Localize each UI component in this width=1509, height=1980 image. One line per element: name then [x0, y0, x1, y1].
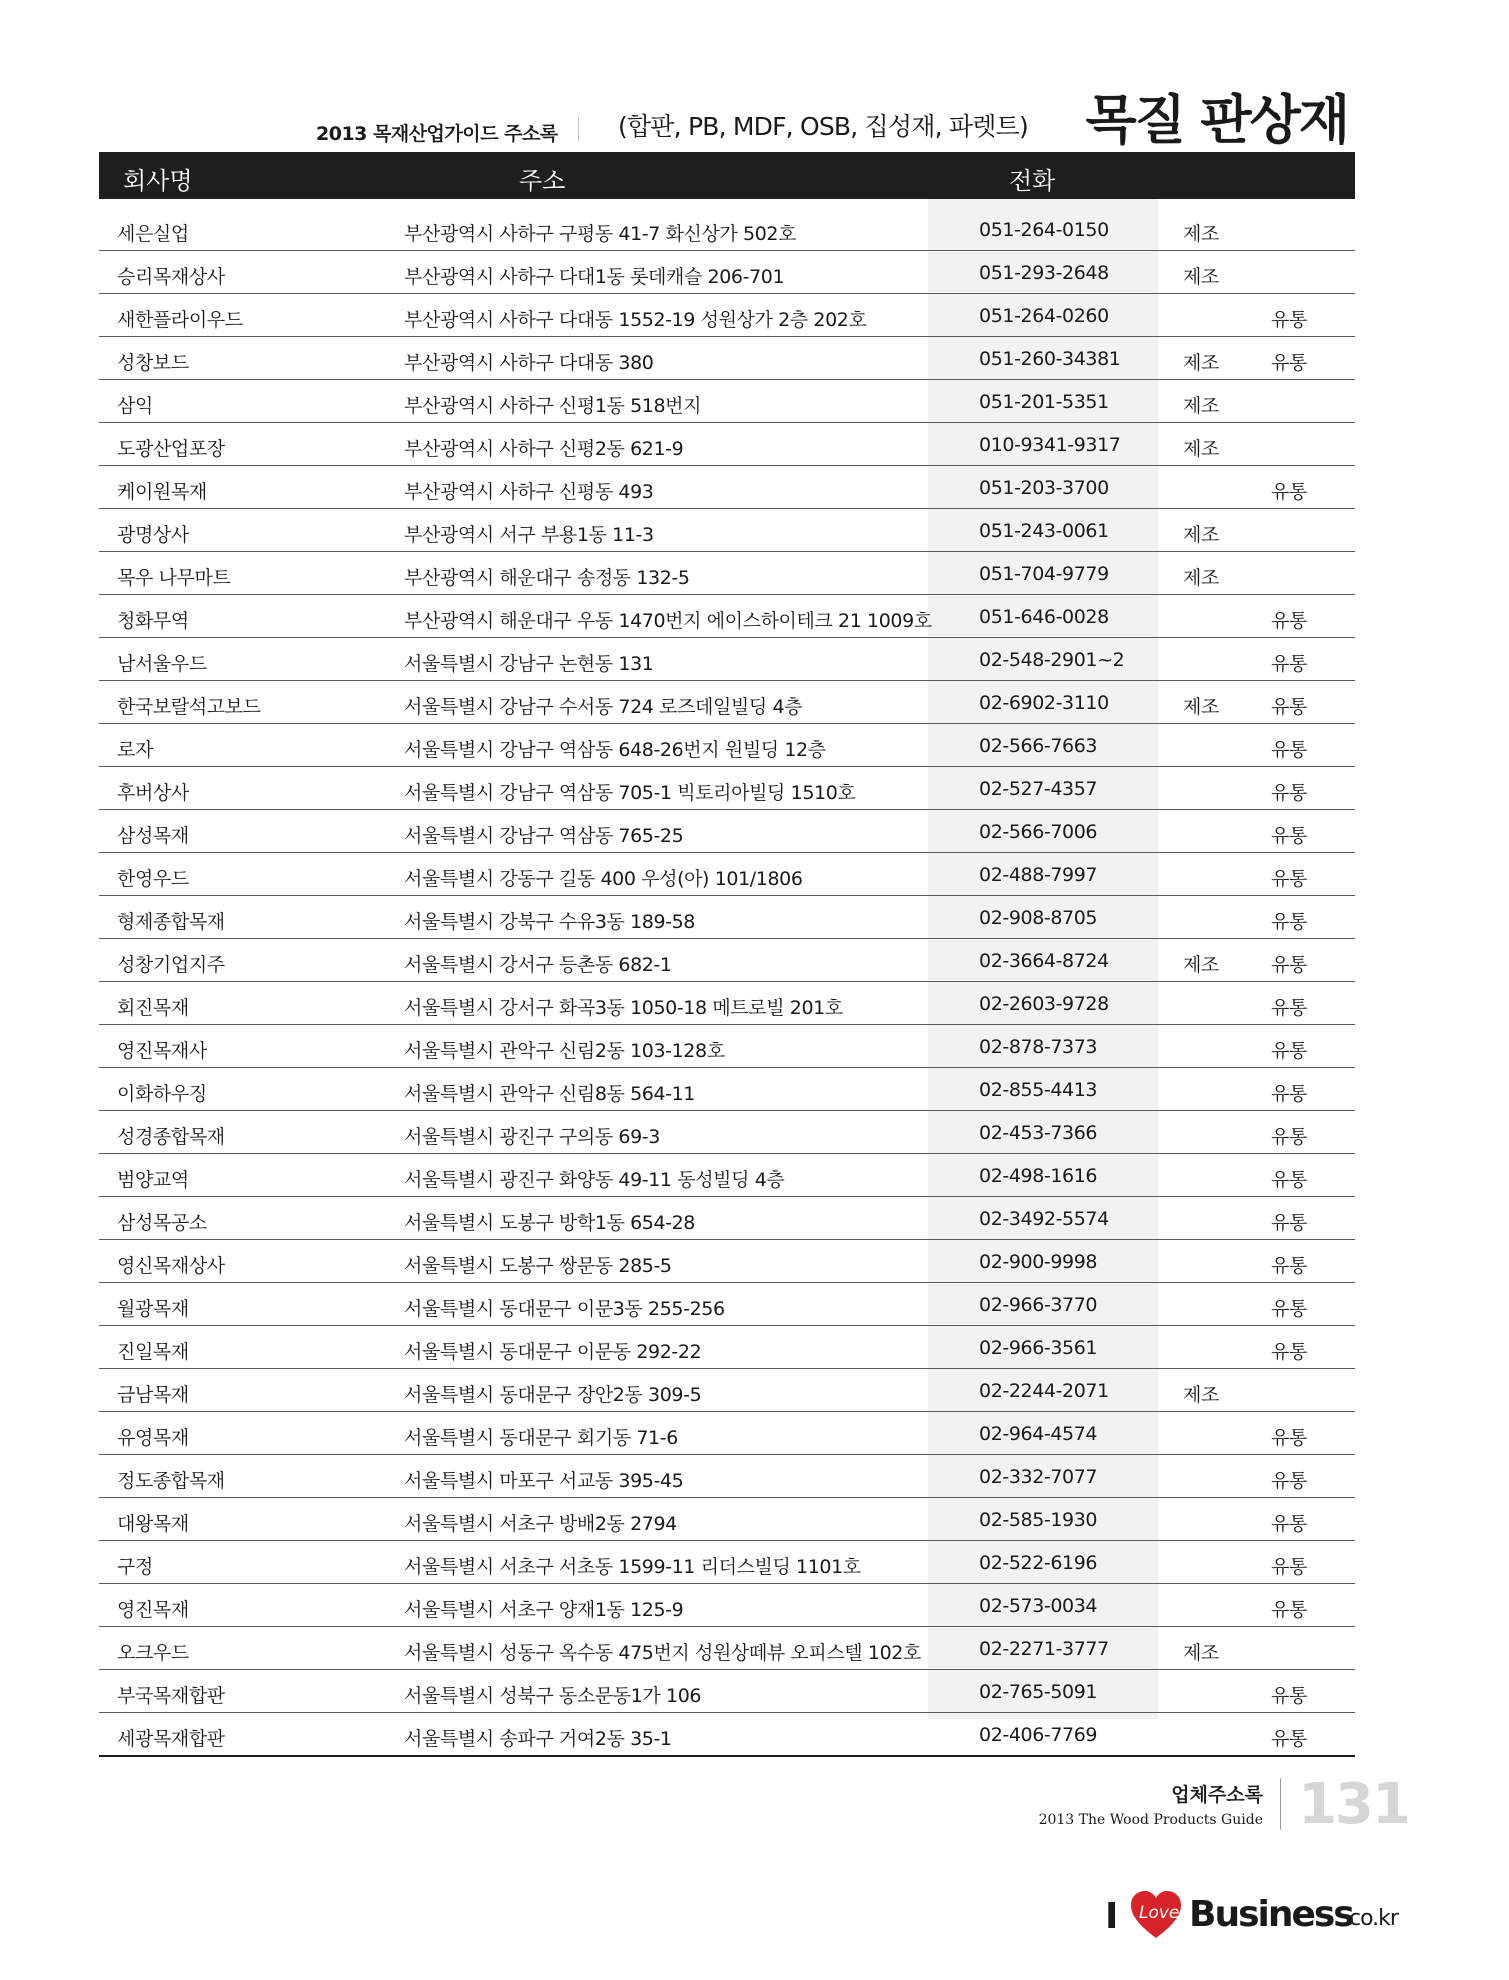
- company-address: 부산광역시 해운대구 송정동 132-5: [404, 567, 690, 589]
- company-address: 부산광역시 사하구 다대동 1552-19 성원상가 2층 202호: [404, 309, 867, 331]
- company-phone: 051-203-3700: [979, 477, 1109, 499]
- distribution-tag: 유통: [1271, 309, 1307, 331]
- footer-section-label: 업체주소록: [1171, 1784, 1263, 1806]
- table-row: [99, 1154, 1355, 1197]
- company-phone: 02-453-7366: [979, 1122, 1098, 1144]
- header-divider: [578, 116, 579, 142]
- distribution-tag: 유통: [1271, 481, 1307, 503]
- brand-domain: .co.kr: [1343, 1906, 1398, 1931]
- distribution-tag: 유통: [1271, 1427, 1307, 1449]
- company-name: 목우 나무마트: [117, 567, 231, 589]
- table-row: [99, 466, 1355, 509]
- company-phone: 051-264-0260: [979, 305, 1109, 327]
- table-row: [99, 337, 1355, 380]
- table-row: [99, 595, 1355, 638]
- company-phone: 010-9341-9317: [979, 434, 1121, 456]
- company-name: 광명상사: [117, 524, 189, 546]
- company-address: 서울특별시 서초구 서초동 1599-11 리더스빌딩 1101호: [404, 1556, 861, 1578]
- company-phone: 02-878-7373: [979, 1036, 1098, 1058]
- company-address: 서울특별시 서초구 방배2동 2794: [404, 1513, 677, 1535]
- column-header-name: 회사명: [123, 167, 193, 195]
- table-row: [99, 1369, 1355, 1412]
- company-address: 서울특별시 마포구 서교동 395-45: [404, 1470, 684, 1492]
- company-phone: 02-522-6196: [979, 1552, 1098, 1574]
- distribution-tag: 유통: [1271, 352, 1307, 374]
- company-address: 서울특별시 강서구 등촌동 682-1: [404, 954, 672, 976]
- company-name: 한영우드: [117, 868, 189, 890]
- page-header: [100, 82, 1354, 151]
- table-row: [99, 982, 1355, 1025]
- distribution-tag: 유통: [1271, 1126, 1307, 1148]
- company-address: 서울특별시 강남구 수서동 724 로즈데일빌딩 4층: [404, 696, 803, 718]
- company-address: 서울특별시 관악구 신림8동 564-11: [404, 1083, 695, 1105]
- category-subtitle: (합판, PB, MDF, OSB, 집성재, 파렛트): [618, 112, 1028, 141]
- manufacturing-tag: 제조: [1183, 696, 1219, 718]
- manufacturing-tag: 제조: [1183, 524, 1219, 546]
- table-row: [99, 724, 1355, 767]
- distribution-tag: 유통: [1271, 1255, 1307, 1277]
- company-phone: 02-527-4357: [979, 778, 1098, 800]
- footer-divider: [1280, 1778, 1281, 1830]
- table-row: [99, 681, 1355, 724]
- company-name: 후버상사: [117, 782, 189, 804]
- column-header-address: 주소: [519, 167, 566, 195]
- company-address: 부산광역시 서구 부용1동 11-3: [404, 524, 654, 546]
- company-address: 서울특별시 동대문구 회기동 71-6: [404, 1427, 678, 1449]
- heart-text: Love: [1139, 1903, 1180, 1923]
- company-name: 삼성목공소: [117, 1212, 207, 1234]
- table-row: [99, 208, 1355, 251]
- page-footer: [989, 1772, 1409, 1838]
- company-name: 로자: [117, 739, 153, 761]
- manufacturing-tag: 제조: [1183, 954, 1219, 976]
- directory-table: [99, 208, 1355, 1757]
- company-phone: 051-704-9779: [979, 563, 1109, 585]
- company-name: 회진목재: [117, 997, 189, 1019]
- company-phone: 02-548-2901~2: [979, 649, 1125, 671]
- company-name: 삼익: [117, 395, 153, 417]
- company-name: 부국목재합판: [117, 1685, 225, 1707]
- table-row: [99, 1412, 1355, 1455]
- company-phone: 02-765-5091: [979, 1681, 1098, 1703]
- company-address: 서울특별시 서초구 양재1동 125-9: [404, 1599, 684, 1621]
- company-phone: 02-566-7663: [979, 735, 1098, 757]
- company-phone: 02-2271-3777: [979, 1638, 1109, 1660]
- company-phone: 02-6902-3110: [979, 692, 1109, 714]
- table-row: [99, 638, 1355, 681]
- distribution-tag: 유통: [1271, 868, 1307, 890]
- company-phone: 02-908-8705: [979, 907, 1098, 929]
- manufacturing-tag: 제조: [1183, 567, 1219, 589]
- company-name: 승리목재상사: [117, 266, 225, 288]
- company-phone: 051-646-0028: [979, 606, 1109, 628]
- manufacturing-tag: 제조: [1183, 223, 1219, 245]
- company-address: 서울특별시 광진구 구의동 69-3: [404, 1126, 660, 1148]
- company-name: 남서울우드: [117, 653, 207, 675]
- company-phone: 02-900-9998: [979, 1251, 1098, 1273]
- table-row: [99, 1498, 1355, 1541]
- company-phone: 051-243-0061: [979, 520, 1109, 542]
- table-row: [99, 251, 1355, 294]
- company-name: 대왕목재: [117, 1513, 189, 1535]
- brand-i: I: [1105, 1896, 1119, 1937]
- manufacturing-tag: 제조: [1183, 1642, 1219, 1664]
- company-name: 유영목재: [117, 1427, 189, 1449]
- company-address: 서울특별시 강남구 역삼동 765-25: [404, 825, 684, 847]
- company-name: 도광산업포장: [117, 438, 225, 460]
- company-phone: 02-855-4413: [979, 1079, 1098, 1101]
- company-address: 서울특별시 강남구 역삼동 705-1 빅토리아빌딩 1510호: [404, 782, 856, 804]
- table-row: [99, 1240, 1355, 1283]
- company-name: 정도종합목재: [117, 1470, 225, 1492]
- company-address: 서울특별시 강동구 길동 400 우성(아) 101/1806: [404, 868, 803, 890]
- company-address: 서울특별시 강북구 수유3동 189-58: [404, 911, 695, 933]
- table-row: [99, 1197, 1355, 1240]
- distribution-tag: 유통: [1271, 997, 1307, 1019]
- company-name: 케이원목재: [117, 481, 207, 503]
- company-address: 부산광역시 사하구 신평2동 621-9: [404, 438, 684, 460]
- guide-title: 2013 목재산업가이드 주소록: [316, 123, 558, 145]
- company-name: 청화무역: [117, 610, 189, 632]
- company-address: 부산광역시 사하구 신평동 493: [404, 481, 654, 503]
- brand-name: Business: [1189, 1894, 1353, 1935]
- company-name: 성창기업지주: [117, 954, 225, 976]
- manufacturing-tag: 제조: [1183, 438, 1219, 460]
- company-name: 월광목재: [117, 1298, 189, 1320]
- company-address: 부산광역시 해운대구 우동 1470번지 에이스하이테크 21 1009호: [404, 610, 932, 632]
- manufacturing-tag: 제조: [1183, 395, 1219, 417]
- company-address: 서울특별시 동대문구 이문3동 255-256: [404, 1298, 725, 1320]
- distribution-tag: 유통: [1271, 696, 1307, 718]
- company-phone: 02-2244-2071: [979, 1380, 1109, 1402]
- table-row: [99, 767, 1355, 810]
- table-row: [99, 509, 1355, 552]
- company-address: 서울특별시 강남구 논현동 131: [404, 653, 654, 675]
- company-phone: 051-201-5351: [979, 391, 1109, 413]
- company-name: 이화하우징: [117, 1083, 207, 1105]
- table-row: [99, 1713, 1355, 1757]
- company-address: 부산광역시 사하구 다대동 380: [404, 352, 654, 374]
- table-row: [99, 1068, 1355, 1111]
- table-row: [99, 1111, 1355, 1154]
- company-name: 오크우드: [117, 1642, 189, 1664]
- company-phone: 02-566-7006: [979, 821, 1098, 843]
- company-phone: 02-966-3770: [979, 1294, 1098, 1316]
- distribution-tag: 유통: [1271, 739, 1307, 761]
- company-address: 서울특별시 성동구 옥수동 475번지 성원상떼뷰 오피스텔 102호: [404, 1642, 921, 1664]
- company-address: 서울특별시 광진구 화양동 49-11 동성빌딩 4층: [404, 1169, 785, 1191]
- company-address: 부산광역시 사하구 구평동 41-7 화신상가 502호: [404, 223, 797, 245]
- distribution-tag: 유통: [1271, 1341, 1307, 1363]
- company-name: 새한플라이우드: [117, 309, 243, 331]
- company-name: 세은실업: [117, 223, 189, 245]
- company-address: 서울특별시 강남구 역삼동 648-26번지 원빌딩 12층: [404, 739, 826, 761]
- company-name: 영진목재: [117, 1599, 189, 1621]
- table-row: [99, 1670, 1355, 1713]
- distribution-tag: 유통: [1271, 1599, 1307, 1621]
- table-header: [99, 152, 1355, 199]
- company-address: 서울특별시 동대문구 이문동 292-22: [404, 1341, 702, 1363]
- table-row: [99, 896, 1355, 939]
- company-phone: 02-966-3561: [979, 1337, 1098, 1359]
- company-name: 형제종합목재: [117, 911, 225, 933]
- distribution-tag: 유통: [1271, 1040, 1307, 1062]
- manufacturing-tag: 제조: [1183, 352, 1219, 374]
- company-name: 진일목재: [117, 1341, 189, 1363]
- distribution-tag: 유통: [1271, 1685, 1307, 1707]
- company-address: 서울특별시 도봉구 방학1동 654-28: [404, 1212, 695, 1234]
- distribution-tag: 유통: [1271, 1513, 1307, 1535]
- table-row: [99, 423, 1355, 466]
- company-address: 부산광역시 사하구 신평1동 518번지: [404, 395, 702, 417]
- company-address: 서울특별시 송파구 거여2동 35-1: [404, 1728, 672, 1750]
- company-phone: 02-585-1930: [979, 1509, 1098, 1531]
- company-phone: 02-964-4574: [979, 1423, 1098, 1445]
- manufacturing-tag: 제조: [1183, 1384, 1219, 1406]
- company-phone: 02-3492-5574: [979, 1208, 1109, 1230]
- distribution-tag: 유통: [1271, 1298, 1307, 1320]
- company-name: 삼성목재: [117, 825, 189, 847]
- company-address: 서울특별시 강서구 화곡3동 1050-18 메트로빌 201호: [404, 997, 843, 1019]
- company-phone: 02-573-0034: [979, 1595, 1098, 1617]
- company-name: 구정: [117, 1556, 153, 1578]
- company-phone: 02-498-1616: [979, 1165, 1098, 1187]
- company-name: 성창보드: [117, 352, 189, 374]
- distribution-tag: 유통: [1271, 1728, 1307, 1750]
- table-row: [99, 552, 1355, 595]
- table-row: [99, 1584, 1355, 1627]
- company-phone: 02-3664-8724: [979, 950, 1109, 972]
- page-number: 131: [1298, 1772, 1409, 1837]
- company-name: 범양교역: [117, 1169, 189, 1191]
- table-row: [99, 853, 1355, 896]
- company-name: 금남목재: [117, 1384, 189, 1406]
- table-row: [99, 1025, 1355, 1068]
- company-phone: 02-332-7077: [979, 1466, 1098, 1488]
- company-name: 영신목재상사: [117, 1255, 225, 1277]
- distribution-tag: 유통: [1271, 1083, 1307, 1105]
- company-address: 부산광역시 사하구 다대1동 롯데캐슬 206-701: [404, 266, 785, 288]
- column-header-phone: 전화: [1009, 167, 1056, 195]
- company-phone: 02-406-7769: [979, 1724, 1098, 1746]
- distribution-tag: 유통: [1271, 1556, 1307, 1578]
- table-row: [99, 1541, 1355, 1584]
- distribution-tag: 유통: [1271, 1470, 1307, 1492]
- distribution-tag: 유통: [1271, 954, 1307, 976]
- company-phone: 051-264-0150: [979, 219, 1109, 241]
- table-row: [99, 1326, 1355, 1369]
- company-phone: 02-2603-9728: [979, 993, 1109, 1015]
- table-row: [99, 810, 1355, 853]
- distribution-tag: 유통: [1271, 782, 1307, 804]
- table-row: [99, 1455, 1355, 1498]
- distribution-tag: 유통: [1271, 1212, 1307, 1234]
- company-phone: 051-260-34381: [979, 348, 1121, 370]
- company-name: 한국보랄석고보드: [117, 696, 261, 718]
- category-title: 목질 판상재: [1085, 90, 1348, 151]
- company-phone: 051-293-2648: [979, 262, 1109, 284]
- distribution-tag: 유통: [1271, 1169, 1307, 1191]
- distribution-tag: 유통: [1271, 825, 1307, 847]
- company-name: 세광목재합판: [117, 1728, 225, 1750]
- company-address: 서울특별시 성북구 동소문동1가 106: [404, 1685, 702, 1707]
- company-name: 영진목재사: [117, 1040, 207, 1062]
- company-address: 서울특별시 관악구 신림2동 103-128호: [404, 1040, 725, 1062]
- distribution-tag: 유통: [1271, 911, 1307, 933]
- table-row: [99, 1283, 1355, 1326]
- distribution-tag: 유통: [1271, 653, 1307, 675]
- distribution-tag: 유통: [1271, 610, 1307, 632]
- table-row: [99, 294, 1355, 337]
- table-row: [99, 1627, 1355, 1670]
- company-phone: 02-488-7997: [979, 864, 1098, 886]
- company-address: 서울특별시 도봉구 쌍문동 285-5: [404, 1255, 672, 1277]
- table-row: [99, 380, 1355, 423]
- brand-logo: [1105, 1888, 1405, 1944]
- manufacturing-tag: 제조: [1183, 266, 1219, 288]
- table-row: [99, 939, 1355, 982]
- company-name: 성경종합목재: [117, 1126, 225, 1148]
- company-address: 서울특별시 동대문구 장안2동 309-5: [404, 1384, 702, 1406]
- footer-guide-title: 2013 The Wood Products Guide: [1038, 1812, 1263, 1828]
